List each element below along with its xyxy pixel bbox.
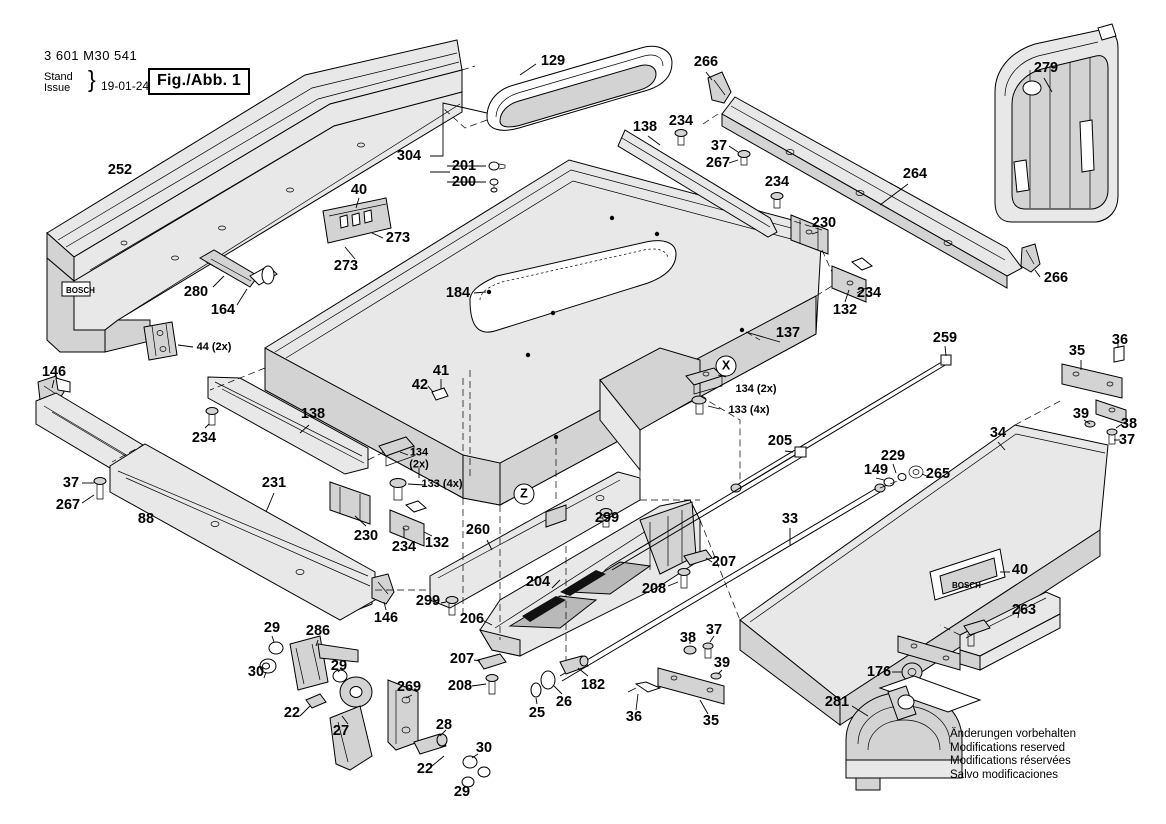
callout-264: 264 bbox=[902, 166, 928, 182]
callout-37a: 37 bbox=[710, 138, 728, 154]
callout-286: 286 bbox=[305, 623, 331, 639]
callout-182: 182 bbox=[580, 677, 606, 693]
callout-34: 34 bbox=[989, 425, 1007, 441]
part-37-267-screw-left bbox=[82, 478, 106, 504]
callout-27: 27 bbox=[332, 723, 350, 739]
legal-notice bbox=[950, 728, 1076, 782]
callout-231: 231 bbox=[261, 475, 287, 491]
callout-208b: 208 bbox=[447, 678, 473, 694]
callout-208a: 208 bbox=[641, 581, 667, 597]
callout-134a: 134 (2x) bbox=[735, 383, 777, 395]
callout-30b: 30 bbox=[475, 740, 493, 756]
part-230-bracket-left bbox=[330, 482, 370, 524]
callout-132b: 132 bbox=[424, 535, 450, 551]
callout-146b: 146 bbox=[373, 610, 399, 626]
callout-269: 269 bbox=[396, 679, 422, 695]
callout-29c: 29 bbox=[453, 784, 471, 800]
notice-line-es: Salvo modificaciones bbox=[950, 768, 1059, 781]
figure-label: Fig./Abb. 1 bbox=[148, 68, 250, 95]
callout-40a: 40 bbox=[350, 182, 368, 198]
part-279-blade-guard bbox=[995, 24, 1118, 222]
stand-issue-label bbox=[44, 72, 73, 94]
callout-234c: 234 bbox=[856, 285, 882, 301]
callout-22a: 22 bbox=[283, 705, 301, 721]
callout-132a: 132 bbox=[832, 302, 858, 318]
callout-266a: 266 bbox=[693, 54, 719, 70]
part-44-bracket bbox=[144, 322, 177, 360]
callout-28: 28 bbox=[435, 717, 453, 733]
callout-206: 206 bbox=[459, 611, 485, 627]
part-234-screw-a bbox=[675, 130, 687, 146]
callout-252: 252 bbox=[107, 162, 133, 178]
callout-42: 42 bbox=[411, 377, 429, 393]
brace-glyph: } bbox=[88, 66, 96, 92]
notice-line-de: Änderungen vorbehalten bbox=[950, 728, 1076, 740]
part-146-clip-lower bbox=[372, 574, 394, 604]
part-231-fence-rail bbox=[110, 444, 375, 620]
callout-176: 176 bbox=[866, 664, 892, 680]
callout-304: 304 bbox=[396, 148, 422, 164]
part-129-insert bbox=[487, 46, 672, 130]
svg-text:BOSCH: BOSCH bbox=[952, 581, 981, 590]
callout-281: 281 bbox=[824, 694, 850, 710]
callout-273a: 273 bbox=[385, 230, 411, 246]
callout-38a: 38 bbox=[1120, 416, 1138, 432]
callout-234e: 234 bbox=[391, 539, 417, 555]
detail-marker-x: X bbox=[716, 356, 737, 377]
part-200-washer bbox=[490, 179, 498, 192]
callout-164: 164 bbox=[210, 302, 236, 318]
callout-200: 200 bbox=[451, 174, 477, 190]
part-35-bracket-bottom bbox=[628, 636, 724, 714]
callout-234d: 234 bbox=[191, 430, 217, 446]
callout-37c: 37 bbox=[62, 475, 80, 491]
callout-299b: 299 bbox=[415, 593, 441, 609]
callout-40b: 40 bbox=[1011, 562, 1029, 578]
callout-207a: 207 bbox=[711, 554, 737, 570]
brand-plate-252 bbox=[62, 282, 95, 296]
callout-26: 26 bbox=[555, 694, 573, 710]
callout-207b: 207 bbox=[449, 651, 475, 667]
part-234-screw-left bbox=[205, 408, 218, 429]
detail-marker-z: Z bbox=[514, 484, 535, 505]
callout-36b: 36 bbox=[625, 709, 643, 725]
callout-201: 201 bbox=[451, 158, 477, 174]
callout-37b: 37 bbox=[1118, 432, 1136, 448]
callout-138a: 138 bbox=[632, 119, 658, 135]
callout-279: 279 bbox=[1033, 60, 1059, 76]
callout-299a: 299 bbox=[594, 510, 620, 526]
part-182-bushing bbox=[531, 656, 588, 697]
callout-267b: 267 bbox=[55, 497, 81, 513]
callout-205: 205 bbox=[767, 433, 793, 449]
callout-133a: 133 (4x) bbox=[728, 404, 770, 416]
callout-134b: 134 (2x) bbox=[409, 446, 429, 470]
callout-137: 137 bbox=[775, 325, 801, 341]
part-234-screw-b bbox=[771, 193, 783, 209]
callout-33: 33 bbox=[781, 511, 799, 527]
callout-230b: 230 bbox=[353, 528, 379, 544]
part-266-clip-top bbox=[708, 72, 731, 103]
callout-29a: 29 bbox=[263, 620, 281, 636]
callout-273b: 273 bbox=[333, 258, 359, 274]
part-37-267-screw-top bbox=[729, 146, 750, 165]
callout-266b: 266 bbox=[1043, 270, 1069, 286]
callout-88: 88 bbox=[137, 511, 155, 527]
callout-146a: 146 bbox=[41, 364, 67, 380]
stand-label: Stand bbox=[44, 71, 73, 83]
callout-267a: 267 bbox=[705, 155, 731, 171]
callout-36a: 36 bbox=[1111, 332, 1129, 348]
issue-date: 19-01-24 bbox=[101, 79, 150, 93]
part-number: 3 601 M30 541 bbox=[44, 48, 138, 63]
callout-263: 263 bbox=[1011, 602, 1037, 618]
callout-22b: 22 bbox=[416, 761, 434, 777]
callout-230a: 230 bbox=[811, 215, 837, 231]
callout-44: 44 (2x) bbox=[196, 341, 232, 353]
callout-184: 184 bbox=[445, 285, 471, 301]
callout-204: 204 bbox=[525, 574, 551, 590]
callout-229: 229 bbox=[880, 448, 906, 464]
callout-41: 41 bbox=[432, 363, 450, 379]
callout-260: 260 bbox=[465, 522, 491, 538]
callout-35b: 35 bbox=[702, 713, 720, 729]
callout-138b: 138 bbox=[300, 406, 326, 422]
callout-259: 259 bbox=[932, 330, 958, 346]
callout-280: 280 bbox=[183, 284, 209, 300]
issue-label: Issue bbox=[44, 82, 71, 94]
part-207-208-fasteners-left bbox=[472, 654, 506, 694]
callout-129: 129 bbox=[540, 53, 566, 69]
part-201-screw bbox=[489, 162, 505, 170]
callout-234b: 234 bbox=[764, 174, 790, 190]
callout-25: 25 bbox=[528, 705, 546, 721]
callout-37d: 37 bbox=[705, 622, 723, 638]
part-259-rod bbox=[728, 355, 951, 492]
callout-39b: 39 bbox=[713, 655, 731, 671]
notice-line-en: Modifications reserved bbox=[950, 741, 1066, 754]
callout-30a: 30 bbox=[247, 664, 265, 680]
callout-265: 265 bbox=[925, 466, 951, 482]
svg-text:BOSCH: BOSCH bbox=[66, 286, 95, 295]
callout-38b: 38 bbox=[679, 630, 697, 646]
callout-29b: 29 bbox=[330, 658, 348, 674]
part-266-clip-right bbox=[1021, 244, 1040, 272]
callout-39a: 39 bbox=[1072, 406, 1090, 422]
callout-149: 149 bbox=[863, 462, 889, 478]
callout-234a: 234 bbox=[668, 113, 694, 129]
callout-133b: 133 (4x) bbox=[421, 478, 463, 490]
callout-35a: 35 bbox=[1068, 343, 1086, 359]
notice-line-fr: Modifications réservées bbox=[950, 755, 1071, 768]
part-280-bolt bbox=[200, 250, 277, 287]
